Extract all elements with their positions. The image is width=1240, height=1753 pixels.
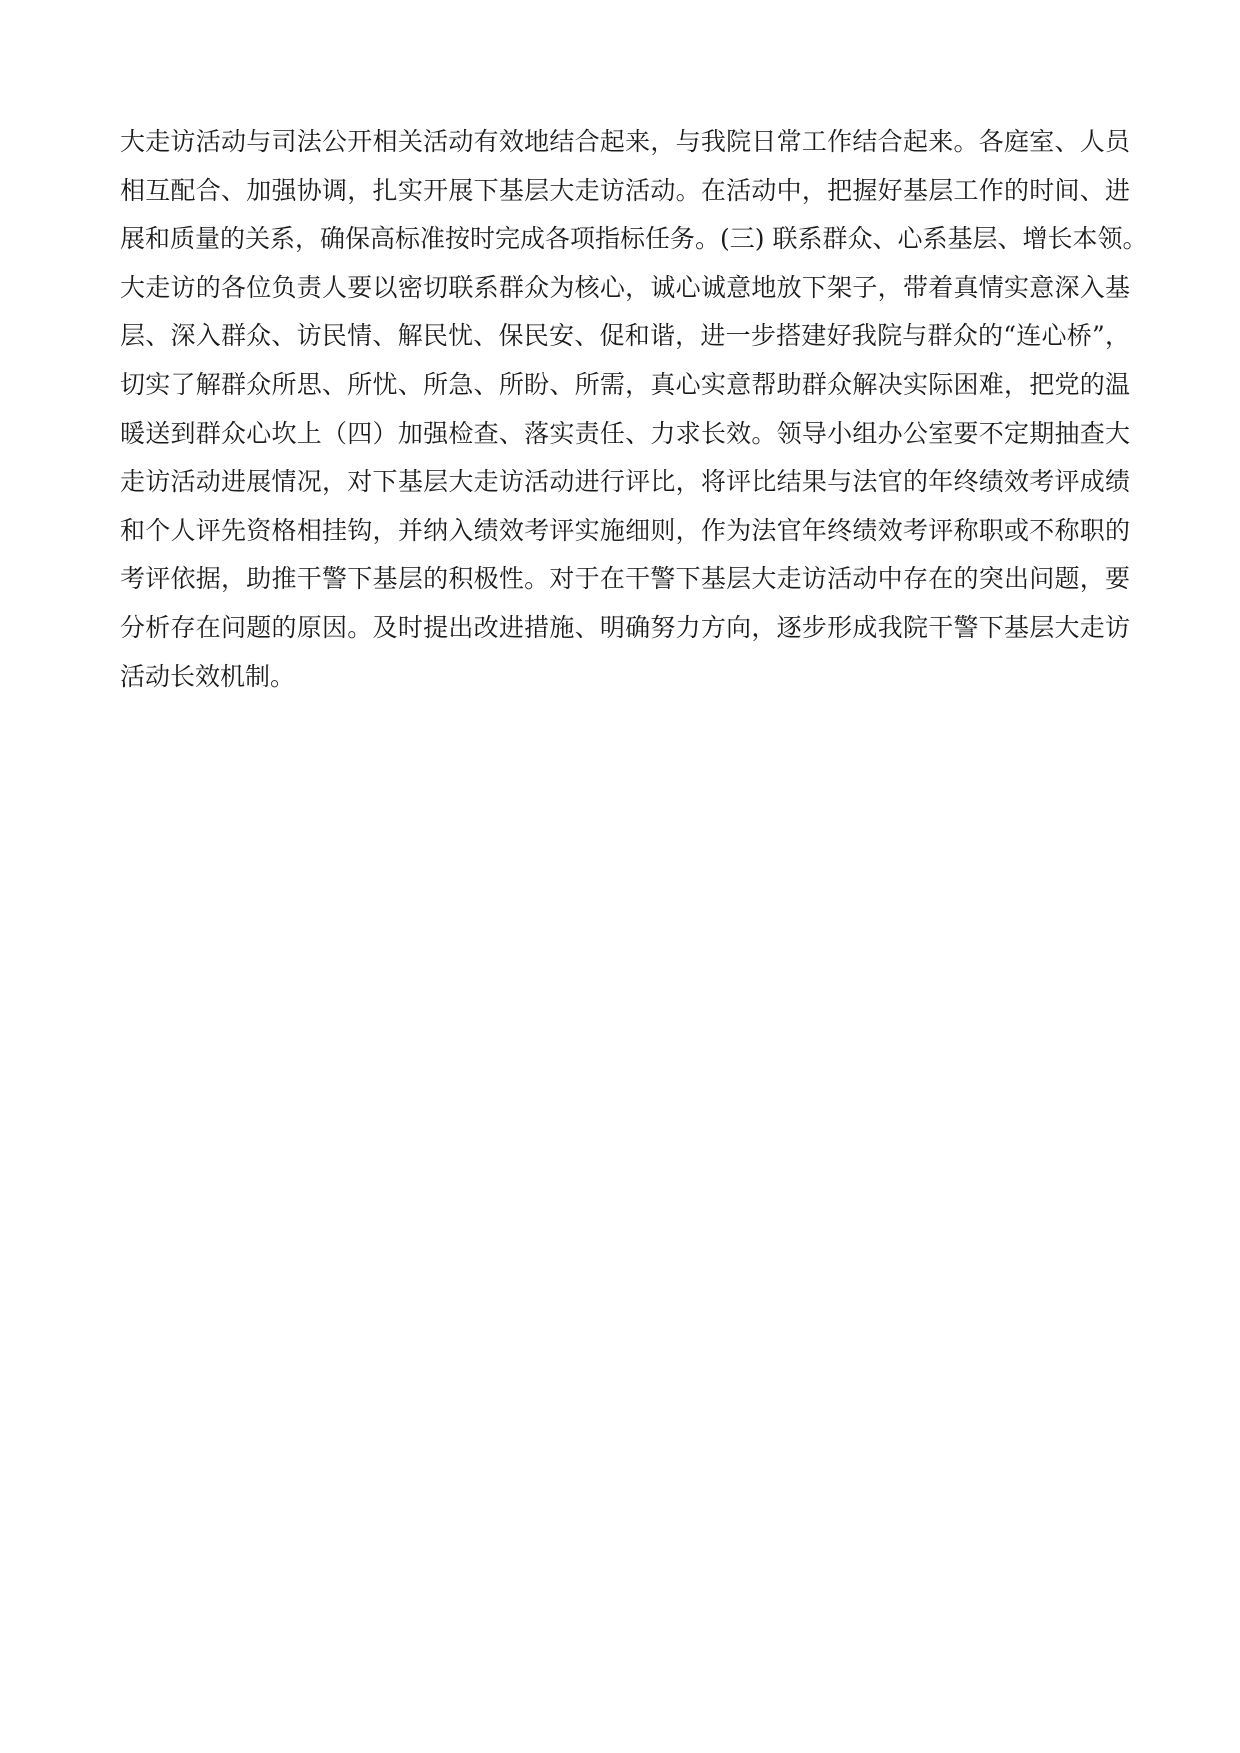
text-line: 切实了解群众所思、所忧、所急、所盼、所需，真心实意帮助群众解决实际困难，把党的温 bbox=[120, 369, 1130, 399]
text-line: 大走访的各位负责人要以密切联系群众为核心，诚心诚意地放下架子，带着真情实意深入基 bbox=[120, 272, 1130, 302]
text-line: 分析存在问题的原因。及时提出改进措施、明确努力方向，逐步形成我院干警下基层大走访 bbox=[120, 612, 1130, 642]
text-line: 走访活动进展情况，对下基层大走访活动进行评比，将评比结果与法官的年终绩效考评成绩 bbox=[120, 467, 1130, 497]
text-line: 和个人评先资格相挂钩，并纳入绩效考评实施细则，作为法官年终绩效考评称职或不称职的 bbox=[120, 515, 1130, 545]
text-line: 暖送到群众心坎上（四）加强检查、落实责任、力求长效。领导小组办公室要不定期抽查大 bbox=[120, 418, 1130, 448]
text-line: 大走访活动与司法公开相关活动有效地结合起来，与我院日常工作结合起来。各庭室、人员 bbox=[120, 127, 1130, 156]
text-line: 展和质量的关系，确保高标准按时完成各项指标任务。(三) 联系群众、心系基层、增长本领。 bbox=[120, 224, 1148, 254]
body-paragraph bbox=[120, 118, 1148, 701]
text-line: 考评依据，助推干警下基层的积极性。对于在干警下基层大走访活动中存在的突出问题，要 bbox=[120, 564, 1130, 594]
text-line: 活动长效机制。 bbox=[120, 661, 296, 691]
text-line: 相互配合、加强协调，扎实开展下基层大走访活动。在活动中，把握好基层工作的时间、进 bbox=[120, 175, 1130, 205]
text-line: 层、深入群众、访民情、解民忧、保民安、促和谐，进一步搭建好我院与群众的“连心桥”， bbox=[120, 321, 1130, 351]
